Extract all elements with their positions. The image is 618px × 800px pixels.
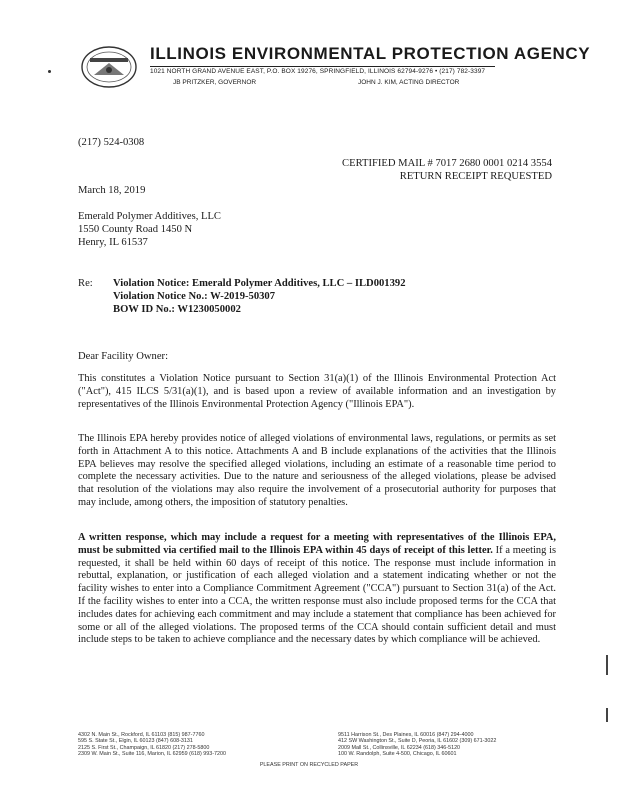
letterhead-rule [150,66,495,67]
response-requirement: A written response, which may include a request for a meeting with representatives of the Illinois EPA, must be submitted via certified mail to the Illinois EPA within 45 days of receipt of this letter. [78,532,556,556]
footer-office: 2309 W. Main St., Suite 116, Marion, IL 62959 (618) 993-7200 [78,751,227,758]
re-notice-number: Violation Notice No.: W-2019-50307 [113,291,276,302]
salutation: Dear Facility Owner: [78,351,169,362]
re-label: Re: [78,278,93,289]
footer-office: 595 S. State St., Elgin, IL 60123 (847) 608-3131 [78,738,193,745]
footer-office: 412 SW Washington St., Suite D, Peoria, IL 61602 (309) 671-3022 [338,738,497,745]
footer-office: 100 W. Randolph, Suite 4-500, Chicago, IL 60601 [338,751,457,758]
footer-right-offices [338,732,496,758]
scan-mark [48,70,51,73]
certified-mail-number: CERTIFIED MAIL # 7017 2680 0001 0214 3554 [342,158,552,169]
paragraph-2: The Illinois EPA hereby provides notice of alleged violations of environmental laws, regulations, or permits as set forth in Attachment A to this notice. Attachments A and B include explanations of the activities that the Illinois EPA believes may resolve the specified alleged violations, including an estimate of a reasonable time period to complete the necessary activities. Due to the nature and seriousness of the alleged violations, please be advised that resolution of the violations may also require the involvement of a prosecutorial authority for purposes that may include, among others, the imposition of statutory penalties. [78,433,556,508]
re-violation-notice: Violation Notice: Emerald Polymer Additives, LLC – ILD001392 [113,278,406,289]
scan-edge-mark [606,655,608,675]
footer-office: 9511 Harrison St., Des Plaines, IL 60016 (847) 294-4000 [338,732,474,738]
recipient-street: 1550 County Road 1450 N [78,224,193,235]
paragraph-3 [78,532,556,647]
director-name: JOHN J. KIM, ACTING DIRECTOR [358,79,460,86]
state-seal-logo [80,45,138,89]
footer-office: 2009 Mall St., Collinsville, IL 62234 (618) 346-5120 [338,744,461,751]
recycled-paper-note: PLEASE PRINT ON RECYCLED PAPER [259,762,359,768]
footer-office: 4302 N. Main St., Rockford, IL 61103 (815) 987-7760 [78,732,205,738]
paragraph-1: This constitutes a Violation Notice pursuant to Section 31(a)(1) of the Illinois Environmental Protection Act ("Act"), 415 ILCS 5/31(a)(1), and is based upon a review of available information and an investigation by representatives of the Illinois Environmental Protection Agency ("Illinois EPA"). [78,373,556,410]
scan-edge-mark [606,708,608,722]
paragraph-3-rest: If a meeting is requested, it shall be held within 60 days of receipt of this notice. The response must include information in rebuttal, explanation, or justification of each alleged violation and a statement indicating whether or not the facility wishes to enter into a Compliance Commitment Agreement ("CCA") pursuant to Section 31(a) of the Act. If the facility wishes to enter into a CCA, the written response must also include proposed terms for the CCA that includes dates for achieving each commitment and may include a statement that compliance has been achieved for some or all of the alleged violations. The proposed terms of the CCA should contain sufficient detail and must include steps to be taken to achieve compliance and the necessary dates by which compliance will be achieved. [78,544,557,646]
recipient-city: Henry, IL 61537 [78,237,148,248]
footer-left-offices [78,732,226,758]
return-receipt: RETURN RECEIPT REQUESTED [399,171,552,182]
agency-name: ILLINOIS ENVIRONMENTAL PROTECTION AGENCY [150,44,591,63]
re-bow-id: BOW ID No.: W1230050002 [113,304,241,315]
governor-name: JB PRITZKER, GOVERNOR [173,79,257,86]
recipient-name: Emerald Polymer Additives, LLC [78,211,221,222]
agency-address: 1021 NORTH GRAND AVENUE EAST, P.O. BOX 19276, SPRINGFIELD, ILLINOIS 62794-9276 • (217) 782-3397 [150,68,486,75]
footer-office: 2125 S. First St., Champaign, IL 61820 (217) 278-5800 [78,744,210,751]
phone-number: (217) 524-0308 [78,137,145,148]
letter-date: March 18, 2019 [78,185,146,196]
